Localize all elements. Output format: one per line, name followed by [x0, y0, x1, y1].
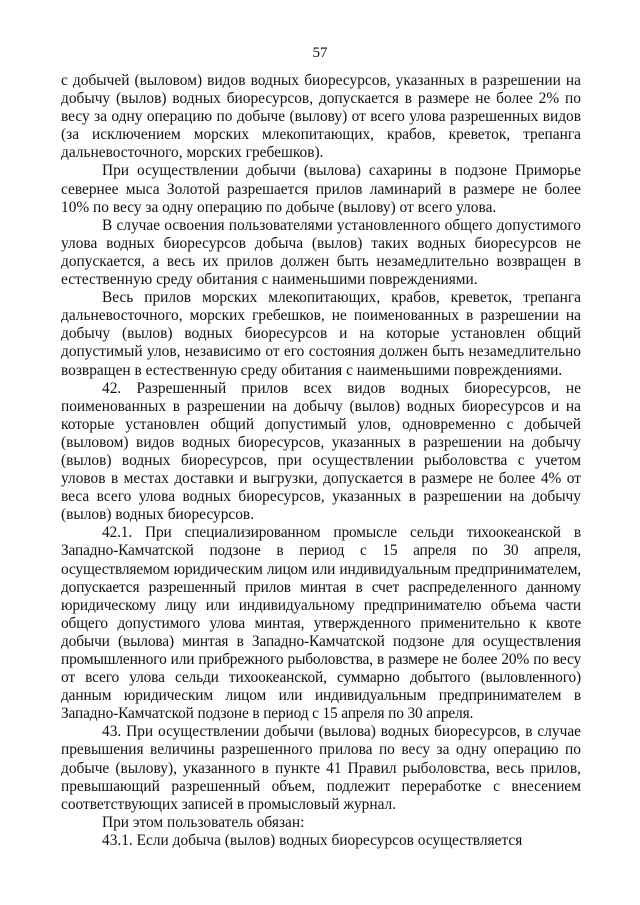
paragraph-42-1: 42.1. При специализированном промысле сельди тихоокеанской в Западно-Камчатской подзоне в период с 15 апреля по 30 апреля, осуществляемом юридическим лицом или индивидуальным предпринимателем, допускается разрешенный прилов минтая в счет распределенного данному юридическому лицу или индивидуальному предпринимателю объема части общего допустимого улова минтая, утвержденного применительно к квоте добычи (вылова) минтая в Западно-Камчатской подзоне для осуществления промышленного или прибрежного рыболовства, в размере не более 20% по весу от всего улова сельди тихоокеанской, суммарно добытого (выловленного) данным юридическим лицом или индивидуальным предпринимателем в Западно-Камчатской подзоне в период с 15 апреля по 30 апреля. [61, 524, 581, 723]
page-number: 57 [312, 45, 328, 61]
paragraph-continuation: с добычей (выловом) видов водных биоресурсов, указанных в разрешении на добычу (вылов) водных биоресурсов, допускается в размере не более 2% по весу за одну операцию по добыче (вылову) от всего улова разрешенных видов (за исключением морских млекопитающих, крабов, креветок, трепанга дальневосточного, морских гребешков). [61, 72, 581, 162]
document-body [61, 72, 581, 850]
paragraph-42: 42. Разрешенный прилов всех видов водных биоресурсов, не поименованных в разрешении на добычу (вылов) водных биоресурсов и на которые установлен общий допустимый улов, одновременно с добычей (выловом) видов водных биоресурсов, указанных в разрешении на добычу (вылов) водных биоресурсов, при осуществлении рыболовства с учетом уловов в местах доставки и выгрузки, допускается в размере не более 4% от веса всего улова водных биоресурсов, указанных в разрешении на добычу (вылов) водных биоресурсов. [61, 379, 581, 524]
paragraph-43: 43. При осуществлении добычи (вылова) водных биоресурсов, в случае превышения величины разрешенного прилова по весу за одну операцию по добыче (вылову), указанного в пункте 41 Правил рыболовства, весь прилов, превышающий разрешенный объем, подлежит переработке с внесением соответствующих записей в промысловый журнал. [61, 723, 581, 813]
paragraph-marine-mammals-return: Весь прилов морских млекопитающих, крабов, креветок, трепанга дальневосточного, морских гребешков, не поименованных в разрешении на добычу (вылов) водных биоресурсов и на которые установлен общий допустимый улов, независимо от его состояния должен быть незамедлительно возвращен в естественную среду обитания с наименьшими повреждениями. [61, 289, 581, 379]
paragraph-43-1: 43.1. Если добыча (вылов) водных биоресурсов осуществляется [102, 831, 523, 849]
paragraph-saccharina-bycatch: При осуществлении добычи (вылова) сахарины в подзоне Приморье севернее мыса Золотой разрешается прилов ламинарий в размере не более 10% по весу за одну операцию по добыче (вылову) от всего улова. [61, 162, 581, 216]
paragraph-quota-exhausted: В случае освоения пользователями установленного общего допустимого улова водных биоресурсов добыча (вылов) таких водных биоресурсов не допускается, а весь их прилов должен быть незамедлительно возвращен в естественную среду обитания с наименьшими повреждениями. [61, 216, 581, 289]
paragraph-user-obliged: При этом пользователь обязан: [102, 813, 305, 831]
